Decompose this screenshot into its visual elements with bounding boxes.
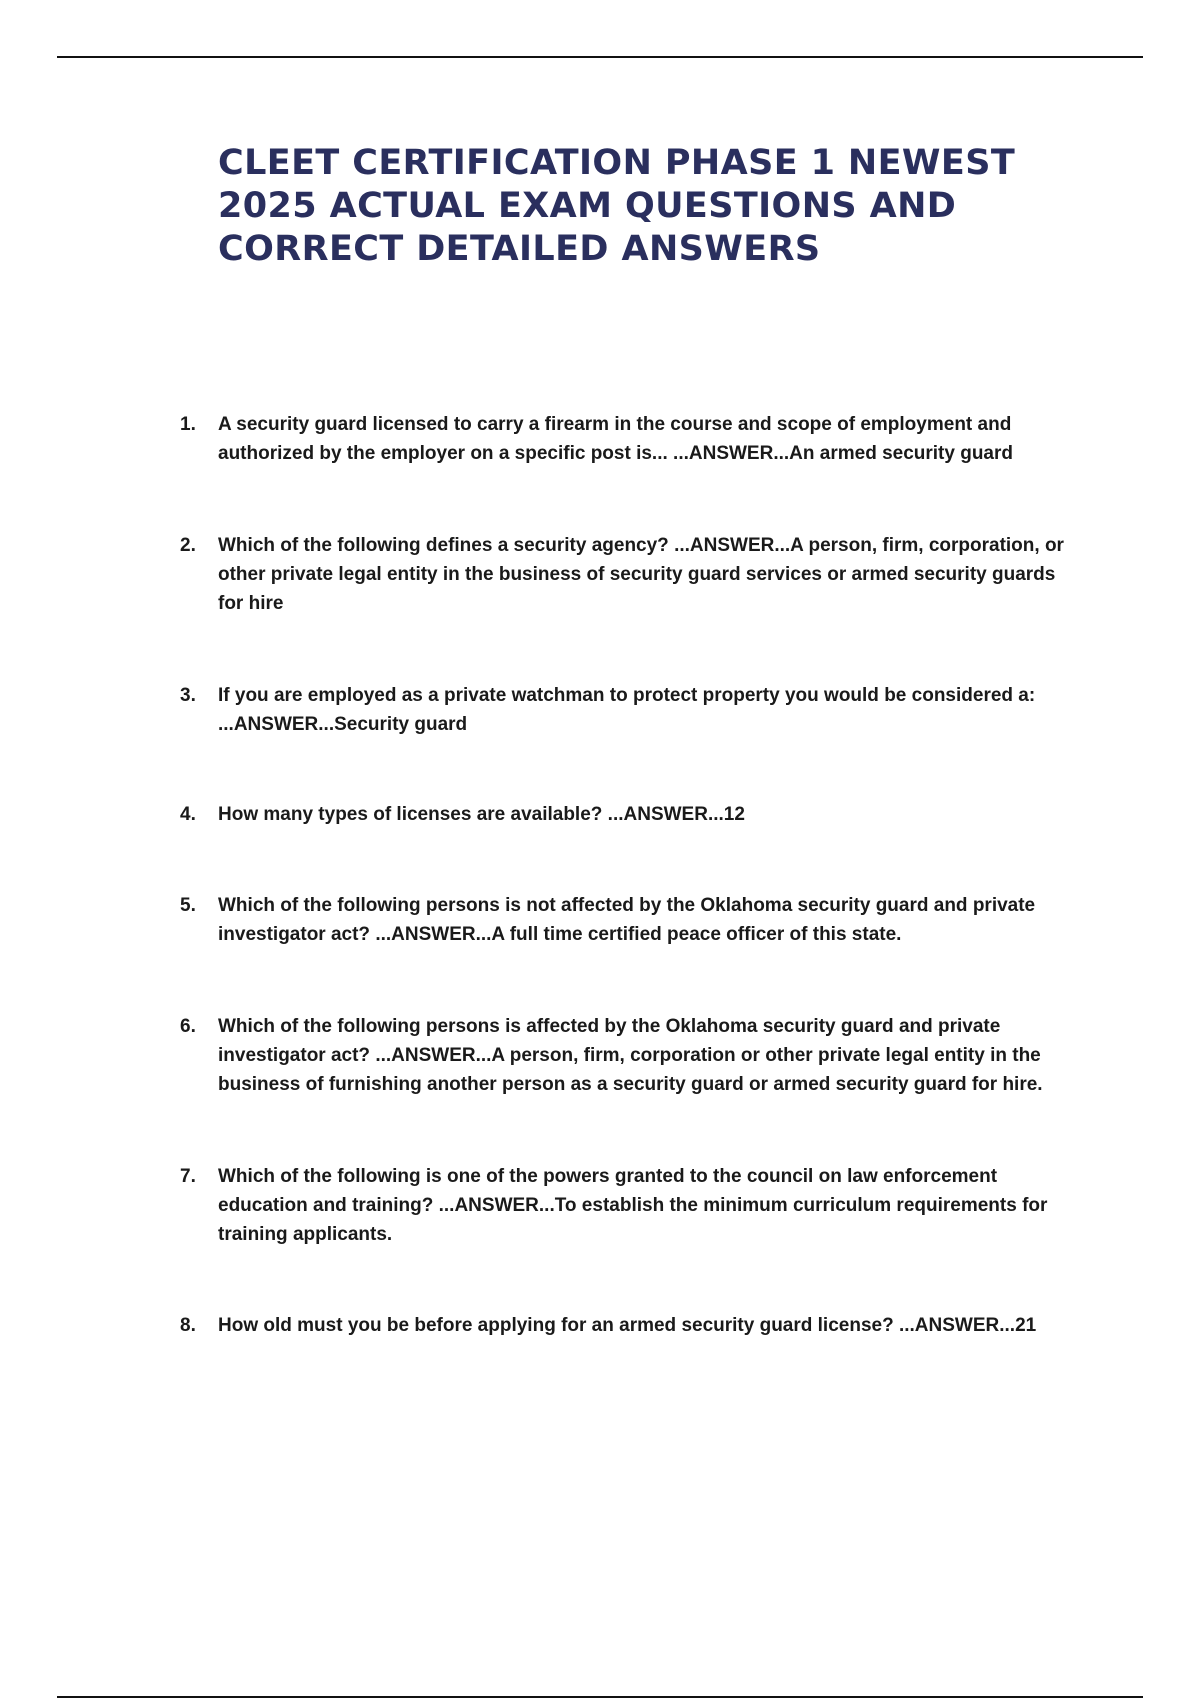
question-text: Which of the following persons is not affected by the Oklahoma security guard and private investigator act? ...ANSWER...A full time certified peace officer of this state.	[218, 895, 1036, 945]
question-text: Which of the following defines a security agency? ...ANSWER...A person, firm, corporation, or other private legal entity in the business of security guard services or armed security guards for hire	[218, 535, 1064, 614]
question-item	[180, 800, 1080, 829]
question-text: How many types of licenses are available? ...ANSWER...12	[218, 804, 745, 825]
question-number: 5.	[180, 895, 196, 916]
document-title: CLEET CERTIFICATION PHASE 1 NEWEST 2025 ACTUAL EXAM QUESTIONS AND CORRECT DETAILED ANSWERS	[218, 143, 1016, 269]
question-number: 1.	[180, 414, 196, 435]
question-number: 8.	[180, 1315, 196, 1336]
question-item	[180, 410, 1080, 468]
question-text: Which of the following persons is affected by the Oklahoma security guard and private investigator act? ...ANSWER...A person, firm, corporation or other private legal entity in the business of furnishing another person as a security guard or armed security guard for hire.	[218, 1016, 1043, 1095]
question-text: How old must you be before applying for an armed security guard license? ...ANSWER...21	[218, 1315, 1037, 1336]
question-item	[180, 1311, 1080, 1340]
question-number: 4.	[180, 804, 196, 825]
top-rule	[57, 56, 1143, 58]
question-text: If you are employed as a private watchman to protect property you would be considered a: ...ANSWER...Security guard	[218, 685, 1036, 735]
question-number: 2.	[180, 535, 196, 556]
question-item	[180, 1162, 1080, 1249]
question-item	[180, 891, 1080, 949]
question-item	[180, 531, 1080, 618]
question-text: A security guard licensed to carry a firearm in the course and scope of employment and authorized by the employer on a specific post is... ...ANSWER...An armed security guard	[218, 414, 1014, 464]
question-item	[180, 681, 1080, 739]
question-item	[180, 1012, 1080, 1099]
question-number: 6.	[180, 1016, 196, 1037]
bottom-rule	[57, 1696, 1143, 1698]
question-number: 7.	[180, 1166, 196, 1187]
question-number: 3.	[180, 685, 196, 706]
question-text: Which of the following is one of the powers granted to the council on law enforcement education and training? ...ANSWER...To establish the minimum curriculum requirements for training applicants.	[218, 1166, 1048, 1245]
